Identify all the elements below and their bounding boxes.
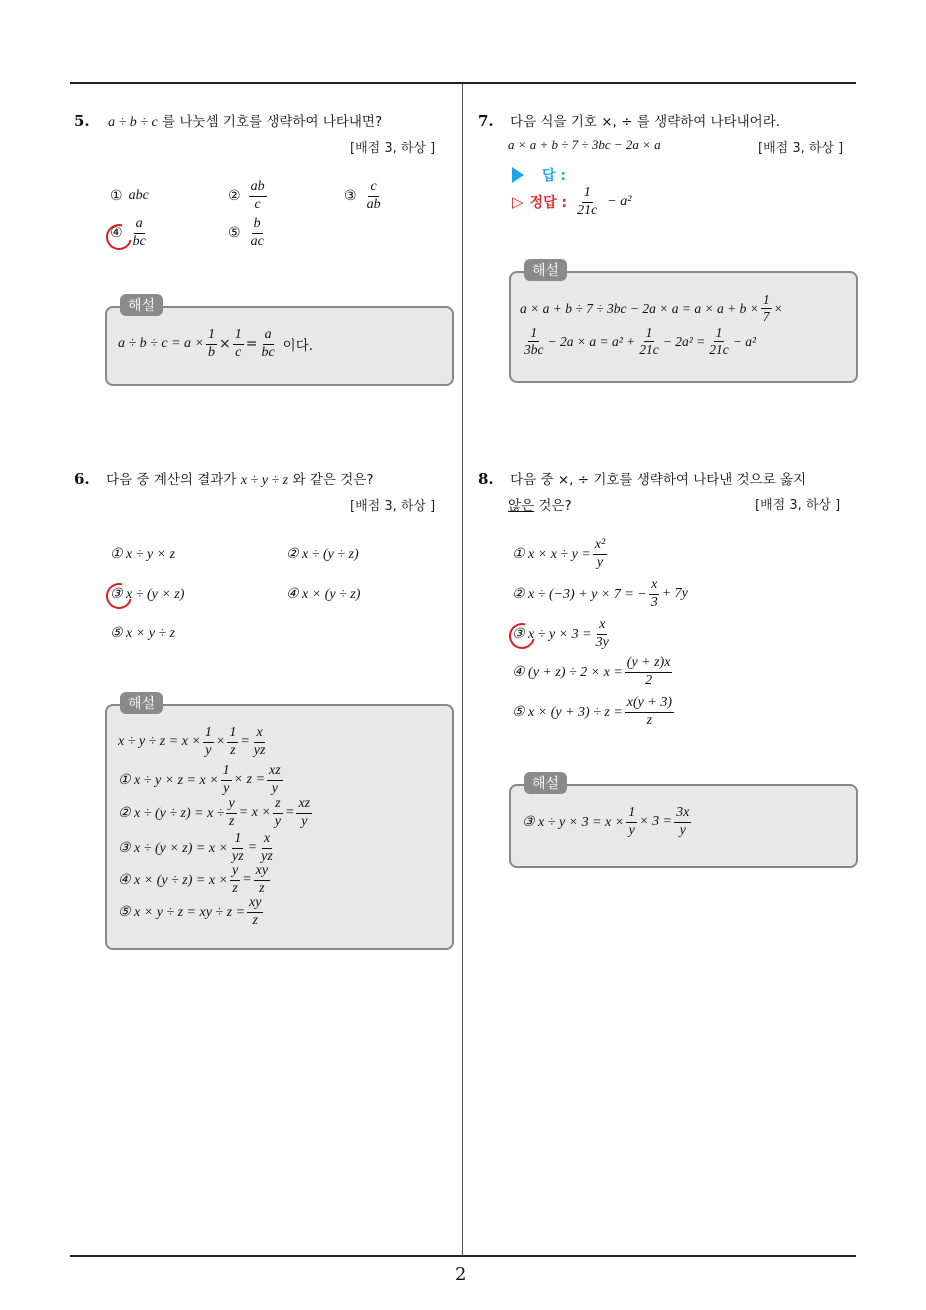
solution-line: ③ x ÷ y × 3 = x × $\frac{1}{y}$ × 3 = $\frac{3x}{y}$ [522, 805, 690, 838]
play-icon [512, 167, 524, 183]
answer-label: 답 : [542, 168, 566, 184]
option-1[interactable]: ① x ÷ y × z [110, 547, 176, 562]
option-2[interactable]: ② x ÷ (y ÷ z) [286, 547, 359, 562]
question-5 [74, 110, 382, 131]
question-7: 7. 다음 식을 기호 ×, ÷ 를 생략하여 나타내어라. [478, 112, 781, 130]
option-1[interactable]: ① abc [110, 188, 149, 204]
option-4[interactable]: ④ $\frac{a}{bc}$ [110, 216, 146, 249]
solution-line-2: $\frac{1}{3bc}$ − 2a × a = a² + $\frac{1}{21c}$ − 2a² = $\frac{1}{21c}$ − a² [524, 325, 757, 358]
solution-tag: 해설 [524, 259, 567, 281]
option-3[interactable]: ③ $\frac{c}{ab}$ [344, 179, 381, 212]
question-expr: a ÷ b ÷ c [108, 115, 158, 130]
solution-line-1: ① x ÷ y × z = x × $\frac{1}{y}$ × z = $\frac{xz}{y}$ [118, 763, 281, 796]
score-meta: [배점 3, 하상 ] [350, 141, 436, 156]
question-8: 8. 다음 중 ×, ÷ 기호를 생략하여 나타낸 것으로 옳지 [478, 470, 807, 488]
question-8-line2: 않은 것은? [508, 498, 572, 514]
solution-tag: 해설 [524, 772, 567, 794]
option-5[interactable]: ⑤ x × (y + 3) ÷ z = $\frac{x(y + 3)}{z}$ [512, 695, 672, 728]
solution-line-0: x ÷ y ÷ z = x × $\frac{1}{y}$ × $\frac{1}{z}$ = $\frac{x}{yz}$ [118, 725, 266, 758]
option-3[interactable]: ③ x ÷ y × 3 = $\frac{x}{3y}$ [512, 617, 609, 650]
column-divider [462, 84, 463, 1256]
question-expr: a × a + b ÷ 7 ÷ 3bc − 2a × a [508, 137, 661, 152]
score-meta: [배점 3, 하상 ] [350, 499, 436, 514]
solution-line-1: a × a + b ÷ 7 ÷ 3bc − 2a × a = a × a + b × $\frac{1}{7}$ × [520, 292, 783, 325]
top-rule [70, 82, 856, 84]
question-6: 6. 다음 중 계산의 결과가 x ÷ y ÷ z 와 같은 것은? [74, 470, 374, 488]
page-number: 2 [455, 1264, 467, 1285]
triangle-outline-icon: ▷ [512, 193, 524, 212]
solution-line-4: ④ x × (y ÷ z) = x × $\frac{y}{z}$ = $\frac{xy}{z}$ [118, 863, 269, 896]
option-4[interactable]: ④ (y + z) ÷ 2 × x = $\frac{(y + z)x}{2}$ [512, 655, 671, 688]
solution-tag: 해설 [120, 692, 163, 714]
solution-tag: 해설 [120, 294, 163, 316]
solution-line-5: ⑤ x × y ÷ z = xy ÷ z = $\frac{xy}{z}$ [118, 895, 262, 928]
answer-row [512, 165, 566, 185]
correct-label: 정답 : [529, 195, 568, 212]
question-text: 를 나눗셈 기호를 생략하여 나타내면? [162, 114, 383, 130]
solution-line-3: ③ x ÷ (y × z) = x × $\frac{1}{yz}$ = $\frac{x}{yz}$ [118, 831, 273, 864]
option-3[interactable]: ③ x ÷ (y × z) [110, 587, 185, 602]
option-2[interactable]: ② x ÷ (−3) + y × 7 = − $\frac{x}{3}$ + 7y [512, 577, 688, 610]
correct-fraction: $\frac{1}{21c}$ [577, 185, 598, 218]
correct-answer-row: ▷ 정답 : $\frac{1}{21c}$ − a² [512, 185, 632, 218]
score-meta: [배점 3, 하상 ] [758, 141, 844, 156]
option-4[interactable]: ④ x × (y ÷ z) [286, 587, 361, 602]
option-5[interactable]: ⑤ $\frac{b}{ac}$ [228, 216, 264, 249]
option-1[interactable]: ① x × x ÷ y = $\frac{\text{x²}}{y}$ [512, 537, 606, 570]
solution-line: a ÷ b ÷ c = a × $\frac{1}{b}$ × $\frac{1}{c}$ = $\frac{a}{bc}$ 이다. [118, 327, 314, 360]
question-number: 5. [74, 112, 90, 130]
bottom-rule [70, 1255, 856, 1257]
score-meta: [배점 3, 하상 ] [755, 498, 841, 513]
solution-line-2: ② x ÷ (y ÷ z) = x ÷ $\frac{y}{z}$ = x × $\frac{z}{y}$ = $\frac{xz}{y}$ [118, 796, 311, 829]
option-2[interactable]: ② $\frac{ab}{c}$ [228, 179, 265, 212]
option-5[interactable]: ⑤ x × y ÷ z [110, 626, 176, 641]
